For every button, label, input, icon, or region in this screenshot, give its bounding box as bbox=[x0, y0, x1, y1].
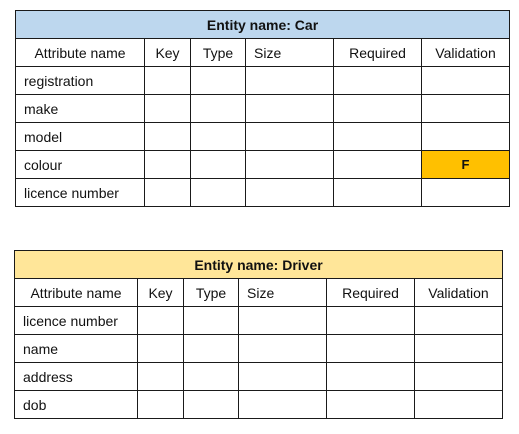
required-cell bbox=[334, 67, 422, 95]
type-cell bbox=[184, 335, 239, 363]
key-cell bbox=[145, 151, 191, 179]
column-header-required: Required bbox=[334, 39, 422, 67]
type-cell bbox=[184, 391, 239, 419]
validation-cell bbox=[415, 391, 503, 419]
validation-cell bbox=[422, 123, 510, 151]
size-cell bbox=[239, 335, 327, 363]
table-header-row bbox=[16, 39, 510, 67]
table-title-row bbox=[16, 11, 510, 39]
required-cell bbox=[327, 335, 415, 363]
type-cell bbox=[191, 179, 246, 207]
column-header-validation: Validation bbox=[415, 279, 503, 307]
type-cell bbox=[191, 123, 246, 151]
required-cell bbox=[327, 363, 415, 391]
key-cell bbox=[145, 95, 191, 123]
validation-cell bbox=[415, 307, 503, 335]
car-table-title: Entity name: Car bbox=[16, 11, 510, 39]
required-cell bbox=[327, 391, 415, 419]
validation-cell bbox=[422, 95, 510, 123]
driver-entity-table bbox=[14, 250, 503, 419]
required-cell bbox=[334, 179, 422, 207]
size-cell bbox=[239, 307, 327, 335]
table-row bbox=[15, 335, 503, 363]
car-entity-table bbox=[15, 10, 510, 207]
key-cell bbox=[138, 363, 184, 391]
type-cell bbox=[184, 363, 239, 391]
validation-cell bbox=[415, 363, 503, 391]
key-cell bbox=[145, 123, 191, 151]
attribute-name-cell: name bbox=[15, 335, 138, 363]
key-cell bbox=[138, 391, 184, 419]
column-header-validation: Validation bbox=[422, 39, 510, 67]
size-cell bbox=[239, 363, 327, 391]
attribute-name-cell: model bbox=[16, 123, 145, 151]
type-cell bbox=[191, 151, 246, 179]
type-cell bbox=[191, 67, 246, 95]
size-cell bbox=[246, 151, 334, 179]
validation-cell bbox=[422, 67, 510, 95]
table-row bbox=[15, 391, 503, 419]
column-header-size: Size bbox=[239, 279, 327, 307]
table-row bbox=[16, 123, 510, 151]
attribute-name-cell: licence number bbox=[16, 179, 145, 207]
required-cell bbox=[327, 307, 415, 335]
attribute-name-cell: make bbox=[16, 95, 145, 123]
column-header-attribute-name: Attribute name bbox=[16, 39, 145, 67]
table-header-row bbox=[15, 279, 503, 307]
column-header-required: Required bbox=[327, 279, 415, 307]
attribute-name-cell: address bbox=[15, 363, 138, 391]
attribute-name-cell: registration bbox=[16, 67, 145, 95]
type-cell bbox=[184, 307, 239, 335]
driver-table-title: Entity name: Driver bbox=[15, 251, 503, 279]
size-cell bbox=[246, 67, 334, 95]
key-cell bbox=[138, 307, 184, 335]
table-row bbox=[15, 307, 503, 335]
table-row bbox=[16, 151, 510, 179]
size-cell bbox=[246, 123, 334, 151]
attribute-name-cell: colour bbox=[16, 151, 145, 179]
table-row bbox=[16, 95, 510, 123]
table-row bbox=[16, 179, 510, 207]
required-cell bbox=[334, 123, 422, 151]
column-header-size: Size bbox=[246, 39, 334, 67]
key-cell bbox=[145, 67, 191, 95]
column-header-key: Key bbox=[138, 279, 184, 307]
key-cell bbox=[145, 179, 191, 207]
required-cell bbox=[334, 95, 422, 123]
column-header-key: Key bbox=[145, 39, 191, 67]
column-header-attribute-name: Attribute name bbox=[15, 279, 138, 307]
attribute-name-cell: licence number bbox=[15, 307, 138, 335]
table-title-row bbox=[15, 251, 503, 279]
attribute-name-cell: dob bbox=[15, 391, 138, 419]
validation-cell bbox=[422, 179, 510, 207]
validation-cell bbox=[415, 335, 503, 363]
column-header-type: Type bbox=[184, 279, 239, 307]
size-cell bbox=[246, 179, 334, 207]
key-cell bbox=[138, 335, 184, 363]
table-row bbox=[16, 67, 510, 95]
required-cell bbox=[334, 151, 422, 179]
validation-cell-highlighted: F bbox=[422, 151, 510, 179]
size-cell bbox=[239, 391, 327, 419]
type-cell bbox=[191, 95, 246, 123]
table-row bbox=[15, 363, 503, 391]
size-cell bbox=[246, 95, 334, 123]
column-header-type: Type bbox=[191, 39, 246, 67]
